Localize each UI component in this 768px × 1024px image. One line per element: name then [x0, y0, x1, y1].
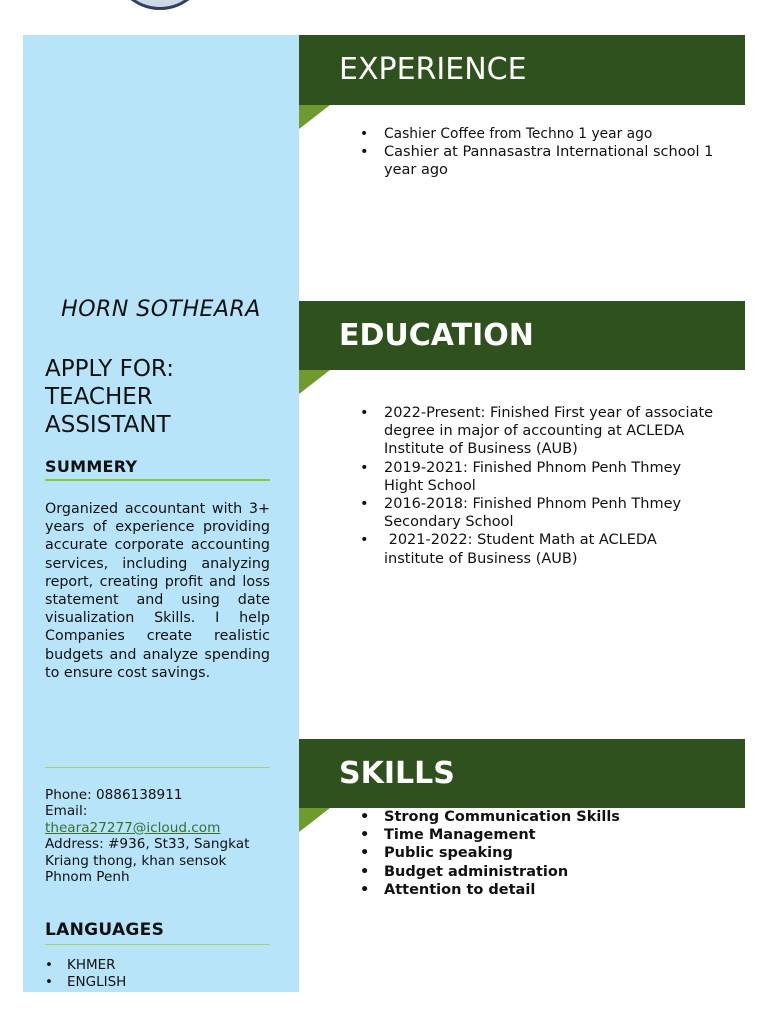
education-item: • 2016-2018: Finished Phnom Penh Thmey Secondary School [360, 495, 720, 531]
apply-line-3: ASSISTANT [45, 412, 171, 438]
education-item: • 2019-2021: Finished Phnom Penh Thmey Hight School [360, 459, 720, 495]
address-line-2: Kriang thong, khan sensok [45, 852, 227, 869]
languages-divider [45, 944, 270, 945]
experience-item: • Cashier Coffee from Techno 1 year ago [360, 125, 720, 143]
contact-divider [45, 767, 270, 768]
skill-item: • Attention to detail [360, 881, 720, 899]
summary-divider [45, 479, 270, 481]
skill-item: • Public speaking [360, 844, 720, 862]
email-link[interactable]: theara27277@icloud.com [45, 819, 221, 836]
experience-item: • Cashier at Pannasastra International school 1 year ago [360, 143, 720, 179]
email-label: Email: [45, 803, 88, 820]
sidebar [23, 35, 299, 992]
skills-title: SKILLS [339, 756, 455, 791]
experience-list [360, 125, 720, 179]
education-banner [299, 301, 745, 370]
profile-photo [112, 0, 208, 10]
education-list [360, 404, 720, 568]
languages-heading: LANGUAGES [45, 920, 165, 940]
candidate-name: HORN SOTHEARA [61, 297, 261, 322]
summary-heading: SUMMERY [45, 457, 138, 476]
languages-list [45, 957, 245, 991]
skills-list [360, 808, 720, 899]
skill-item: • Strong Communication Skills [360, 808, 720, 826]
skills-banner-fold [299, 808, 330, 832]
apply-line-2: TEACHER [45, 384, 153, 410]
contact-block [45, 787, 270, 885]
language-item: • KHMER [45, 957, 245, 974]
education-item: • 2022-Present: Finished First year of associate degree in major of accounting at ACLEDA Institute of Business (AUB) [360, 404, 720, 459]
education-title: EDUCATION [339, 318, 534, 353]
experience-banner-fold [299, 105, 330, 129]
skill-item: • Budget administration [360, 863, 720, 881]
skills-banner [299, 739, 745, 808]
language-item: • ENGLISH [45, 974, 245, 991]
education-item: • 2021-2022: Student Math at ACLEDA institute of Business (AUB) [360, 531, 720, 567]
address-line-3: Phnom Penh [45, 869, 130, 886]
education-banner-fold [299, 370, 330, 394]
experience-title: EXPERIENCE [339, 52, 527, 87]
apply-for-heading [45, 355, 275, 439]
skill-item: • Time Management [360, 826, 720, 844]
address-line-1: Address: #936, St33, Sangkat [45, 836, 250, 853]
summary-text: Organized accountant with 3+ years of experience providing accurate corporate accounting services, including analyzing report, creating profit and loss statement and using date visualization Skills. I help Companies create realistic budgets and analyze spending to ensure cost savings. [45, 501, 270, 681]
experience-banner [299, 35, 745, 105]
apply-line-1: APPLY FOR: [45, 356, 174, 382]
phone: Phone: 0886138911 [45, 787, 183, 803]
